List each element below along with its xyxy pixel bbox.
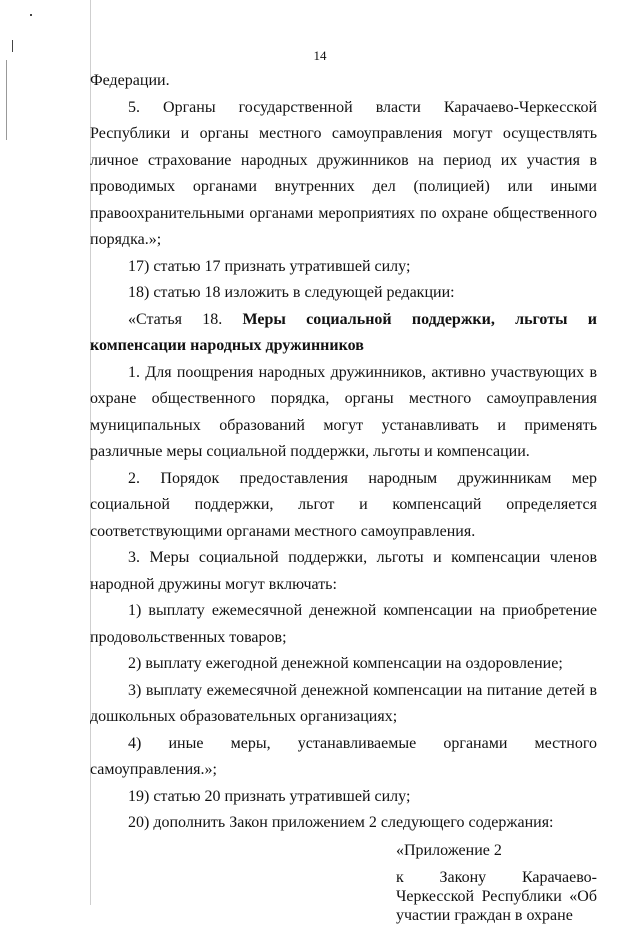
- article-title: Меры социальной поддержки, льготы и компенсации народных дружинников: [90, 310, 598, 354]
- subitem-1: 1) выплату ежемесячной денежной компенсации на приобретение продовольственных товаров;: [90, 602, 597, 646]
- paragraph-item-19: 19) статью 20 признать утратившей силу;: [128, 787, 411, 805]
- article-point-3: 3. Меры социальной поддержки, льготы и компенсации членов народной дружины могут включать:: [90, 549, 597, 593]
- paragraph-continuation: Федерации.: [90, 72, 170, 89]
- appendix-header: [396, 841, 597, 925]
- paragraph-item-20: 20) дополнить Закон приложением 2 следующего содержания:: [128, 814, 554, 831]
- paragraph-item-17: 17) статью 17 признать утратившей силу;: [128, 257, 411, 275]
- paragraph-item-18: 18) статью 18 изложить в следующей редакции:: [128, 284, 455, 301]
- subitem-2: 2) выплату ежегодной денежной компенсации на оздоровление;: [128, 655, 563, 672]
- paragraph-point-5: 5. Органы государственной власти Карачаево-Черкесской Республики и органы местного самоуправления могут осуществлять личное страхование народных дружинников на период их участия в проводимых органами внутренних дел (полицией) или иными правоохранительными органами мероприятиях по охране общественного порядка.»;: [90, 98, 597, 248]
- page-number: 14: [313, 48, 327, 63]
- scan-artifact-line: [30, 14, 32, 16]
- appendix-title: «Приложение 2: [396, 841, 502, 859]
- appendix-description: к Закону Карачаево-Черкесской Республики «Об участии граждан в охране: [396, 868, 597, 924]
- article-point-1: 1. Для поощрения народных дружинников, активно участвующих в охране общественного порядка, органы местного самоуправления муниципальных образований могут устанавливать и применять различные меры социальной поддержки, льготы и компенсации.: [90, 363, 597, 460]
- scan-artifact-line: [6, 60, 7, 140]
- subitem-3: 3) выплату ежемесячной денежной компенсации на питание детей в дошкольных образовательных организациях;: [90, 681, 597, 725]
- article-heading: [90, 307, 597, 360]
- document-body: [90, 68, 597, 925]
- article-prefix: «Статья 18.: [128, 310, 243, 328]
- article-point-2: 2. Порядок предоставления народным дружинникам мер социальной поддержки, льгот и компенсаций определяется соответствующими органами местного самоуправления.: [90, 469, 597, 540]
- subitem-4: 4) иные меры, устанавливаемые органами местного самоуправления.»;: [90, 734, 597, 778]
